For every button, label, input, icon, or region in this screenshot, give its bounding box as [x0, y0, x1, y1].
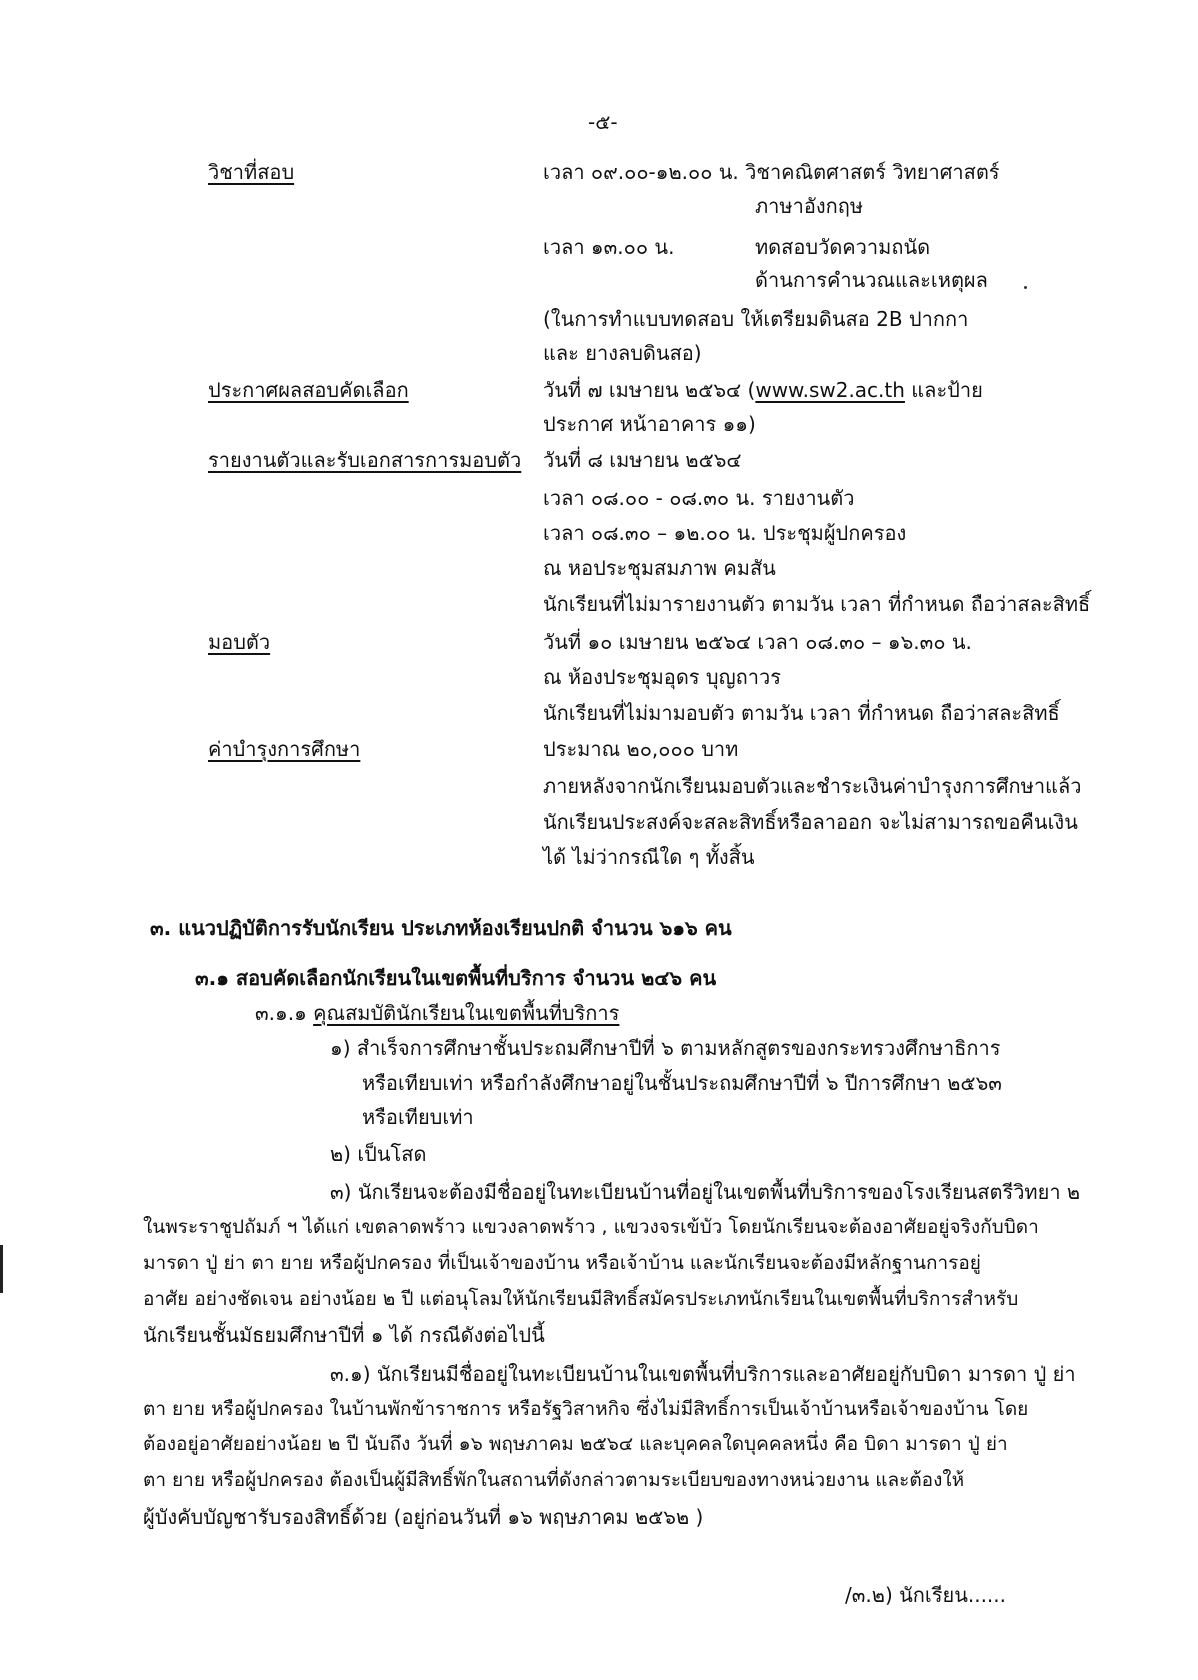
subjects-line3-subject: ทดสอบวัดความถนัด	[755, 235, 931, 259]
subjects-line2: ภาษาอังกฤษ	[755, 194, 864, 218]
page-number: -๕-	[588, 110, 618, 134]
report-line4: ณ หอประชุมสมภาพ คมสัน	[543, 556, 776, 580]
section311-number: ๓.๑.๑	[255, 1001, 314, 1025]
announce-line2: ประกาศ หน้าอาคาร ๑๑)	[543, 412, 756, 436]
item31-line1: ๓.๑) นักเรียนมีชื่ออยู่ในทะเบียนบ้านในเขตพื้นที่บริการและอาศัยอยู่กับบิดา มารดา ปู่ ย่า	[330, 1362, 1076, 1386]
item3-line3: มารดา ปู่ ย่า ตา ยาย หรือผู้ปกครอง ที่เป็นเจ้าของบ้าน หรือเจ้าบ้าน และนักเรียนจะต้องมีหลักฐานการอยู่	[143, 1252, 981, 1274]
item3-line5: นักเรียนชั้นมัธยมศึกษาปีที่ ๑ ได้ กรณีดังต่อไปนี้	[143, 1323, 545, 1347]
item3-line1: ๓) นักเรียนจะต้องมีชื่ออยู่ในทะเบียนบ้านที่อยู่ในเขตพื้นที่บริการของโรงเรียนสตรีวิทยา ๒	[330, 1180, 1081, 1204]
announce-label: ประกาศผลสอบคัดเลือก	[208, 378, 409, 402]
fee-line1: ประมาณ ๒๐,๐๐๐ บาท	[543, 737, 739, 761]
item1-line3: หรือเทียบเท่า	[362, 1105, 474, 1129]
section3-heading: ๓. แนวปฏิบัติการรับนักเรียน ประเภทห้องเรียนปกติ จำนวน ๖๑๖ คน	[150, 916, 732, 940]
subjects-line5: (ในการทำแบบทดสอบ ให้เตรียมดินสอ 2B ปากกา	[543, 307, 969, 331]
report-line3: เวลา ๐๘.๓๐ – ๑๒.๐๐ น. ประชุมผู้ปกครอง	[543, 521, 907, 545]
section31-heading: ๓.๑ สอบคัดเลือกนักเรียนในเขตพื้นที่บริการ จำนวน ๒๔๖ คน	[195, 966, 717, 990]
enroll-line2: ณ ห้องประชุมอุดร บุญถาวร	[543, 665, 781, 689]
item31-line4: ตา ยาย หรือผู้ปกครอง ต้องเป็นผู้มีสิทธิ์พักในสถานที่ดังกล่าวตามระเบียบของทางหน่วยงาน และต้องให้	[143, 1469, 965, 1491]
fee-line4: ได้ ไม่ว่ากรณีใด ๆ ทั้งสิ้น	[543, 845, 755, 869]
fee-label: ค่าบำรุงการศึกษา	[208, 737, 361, 761]
website-link[interactable]: www.sw2.ac.th	[755, 378, 905, 402]
scan-edge-mark	[0, 1245, 3, 1293]
item3-line2: ในพระราชูปถัมภ์ ฯ ได้แก่ เขตลาดพร้าว แขวงลาดพร้าว , แขวงจรเข้บัว โดยนักเรียนจะต้องอาศัยอยู่จริงกับบิดา	[143, 1216, 1039, 1238]
item31-line3: ต้องอยู่อาศัยอย่างน้อย ๒ ปี นับถึง วันที่ ๑๖ พฤษภาคม ๒๕๖๔ และบุคคลใดบุคคลหนึ่ง คือ บิดา มารดา ปู่ ย่า	[143, 1433, 1008, 1455]
announce-line1	[543, 378, 983, 402]
item31-line2: ตา ยาย หรือผู้ปกครอง ในบ้านพักข้าราชการ หรือรัฐวิสาหกิจ ซึ่งไม่มีสิทธิ์การเป็นเจ้าบ้านหรือเจ้าของบ้าน โดย	[143, 1398, 1029, 1420]
section311-title: คุณสมบัตินักเรียนในเขตพื้นที่บริการ	[313, 1001, 620, 1025]
scan-speck	[1024, 286, 1027, 289]
section311-heading	[255, 1001, 619, 1025]
enroll-line1: วันที่ ๑๐ เมษายน ๒๕๖๔ เวลา ๐๘.๓๐ – ๑๖.๓๐ น.	[543, 630, 972, 654]
subjects-label: วิชาที่สอบ	[208, 160, 295, 184]
item2: ๒) เป็นโสด	[330, 1142, 427, 1166]
report-line1: วันที่ ๘ เมษายน ๒๕๖๔	[543, 448, 742, 472]
continuation-note: /๓.๒) นักเรียน......	[845, 1583, 1007, 1607]
announce-line1-suffix: และป้าย	[904, 378, 983, 402]
fee-line3: นักเรียนประสงค์จะสละสิทธิ์หรือลาออก จะไม่สามารถขอคืนเงิน	[543, 810, 1078, 834]
report-label: รายงานตัวและรับเอกสารการมอบตัว	[208, 448, 522, 472]
report-line2: เวลา ๐๘.๐๐ - ๐๘.๓๐ น. รายงานตัว	[543, 486, 855, 510]
item1-line1: ๑) สำเร็จการศึกษาชั้นประถมศึกษาปีที่ ๖ ตามหลักสูตรของกระทรวงศึกษาธิการ	[330, 1036, 1001, 1060]
report-line5: นักเรียนที่ไม่มารายงานตัว ตามวัน เวลา ที่กำหนด ถือว่าสละสิทธิ์	[543, 592, 1091, 616]
subjects-line1: เวลา ๐๙.๐๐-๑๒.๐๐ น. วิชาคณิตศาสตร์ วิทยาศาสตร์	[543, 160, 1000, 184]
subjects-line4: ด้านการคำนวณและเหตุผล	[755, 268, 988, 292]
subjects-line3-time: เวลา ๑๓.๐๐ น.	[543, 235, 675, 259]
subjects-line6: และ ยางลบดินสอ)	[543, 341, 702, 365]
fee-line2: ภายหลังจากนักเรียนมอบตัวและชำระเงินค่าบำรุงการศึกษาแล้ว	[543, 774, 1082, 798]
enroll-line3: นักเรียนที่ไม่มามอบตัว ตามวัน เวลา ที่กำหนด ถือว่าสละสิทธิ์	[543, 701, 1060, 725]
item1-line2: หรือเทียบเท่า หรือกำลังศึกษาอยู่ในชั้นประถมศึกษาปีที่ ๖ ปีการศึกษา ๒๕๖๓	[362, 1071, 1002, 1095]
item31-line5: ผู้บังคับบัญชารับรองสิทธิ์ด้วย (อยู่ก่อนวันที่ ๑๖ พฤษภาคม ๒๕๖๒ )	[143, 1505, 704, 1529]
enroll-label: มอบตัว	[208, 630, 271, 654]
item3-line4: อาศัย อย่างชัดเจน อย่างน้อย ๒ ปี แต่อนุโลมให้นักเรียนมีสิทธิ์สมัครประเภทนักเรียนในเขตพื้นที่บริการสำหรับ	[143, 1288, 1019, 1310]
announce-line1-prefix: วันที่ ๗ เมษายน ๒๕๖๔ (	[543, 378, 756, 402]
